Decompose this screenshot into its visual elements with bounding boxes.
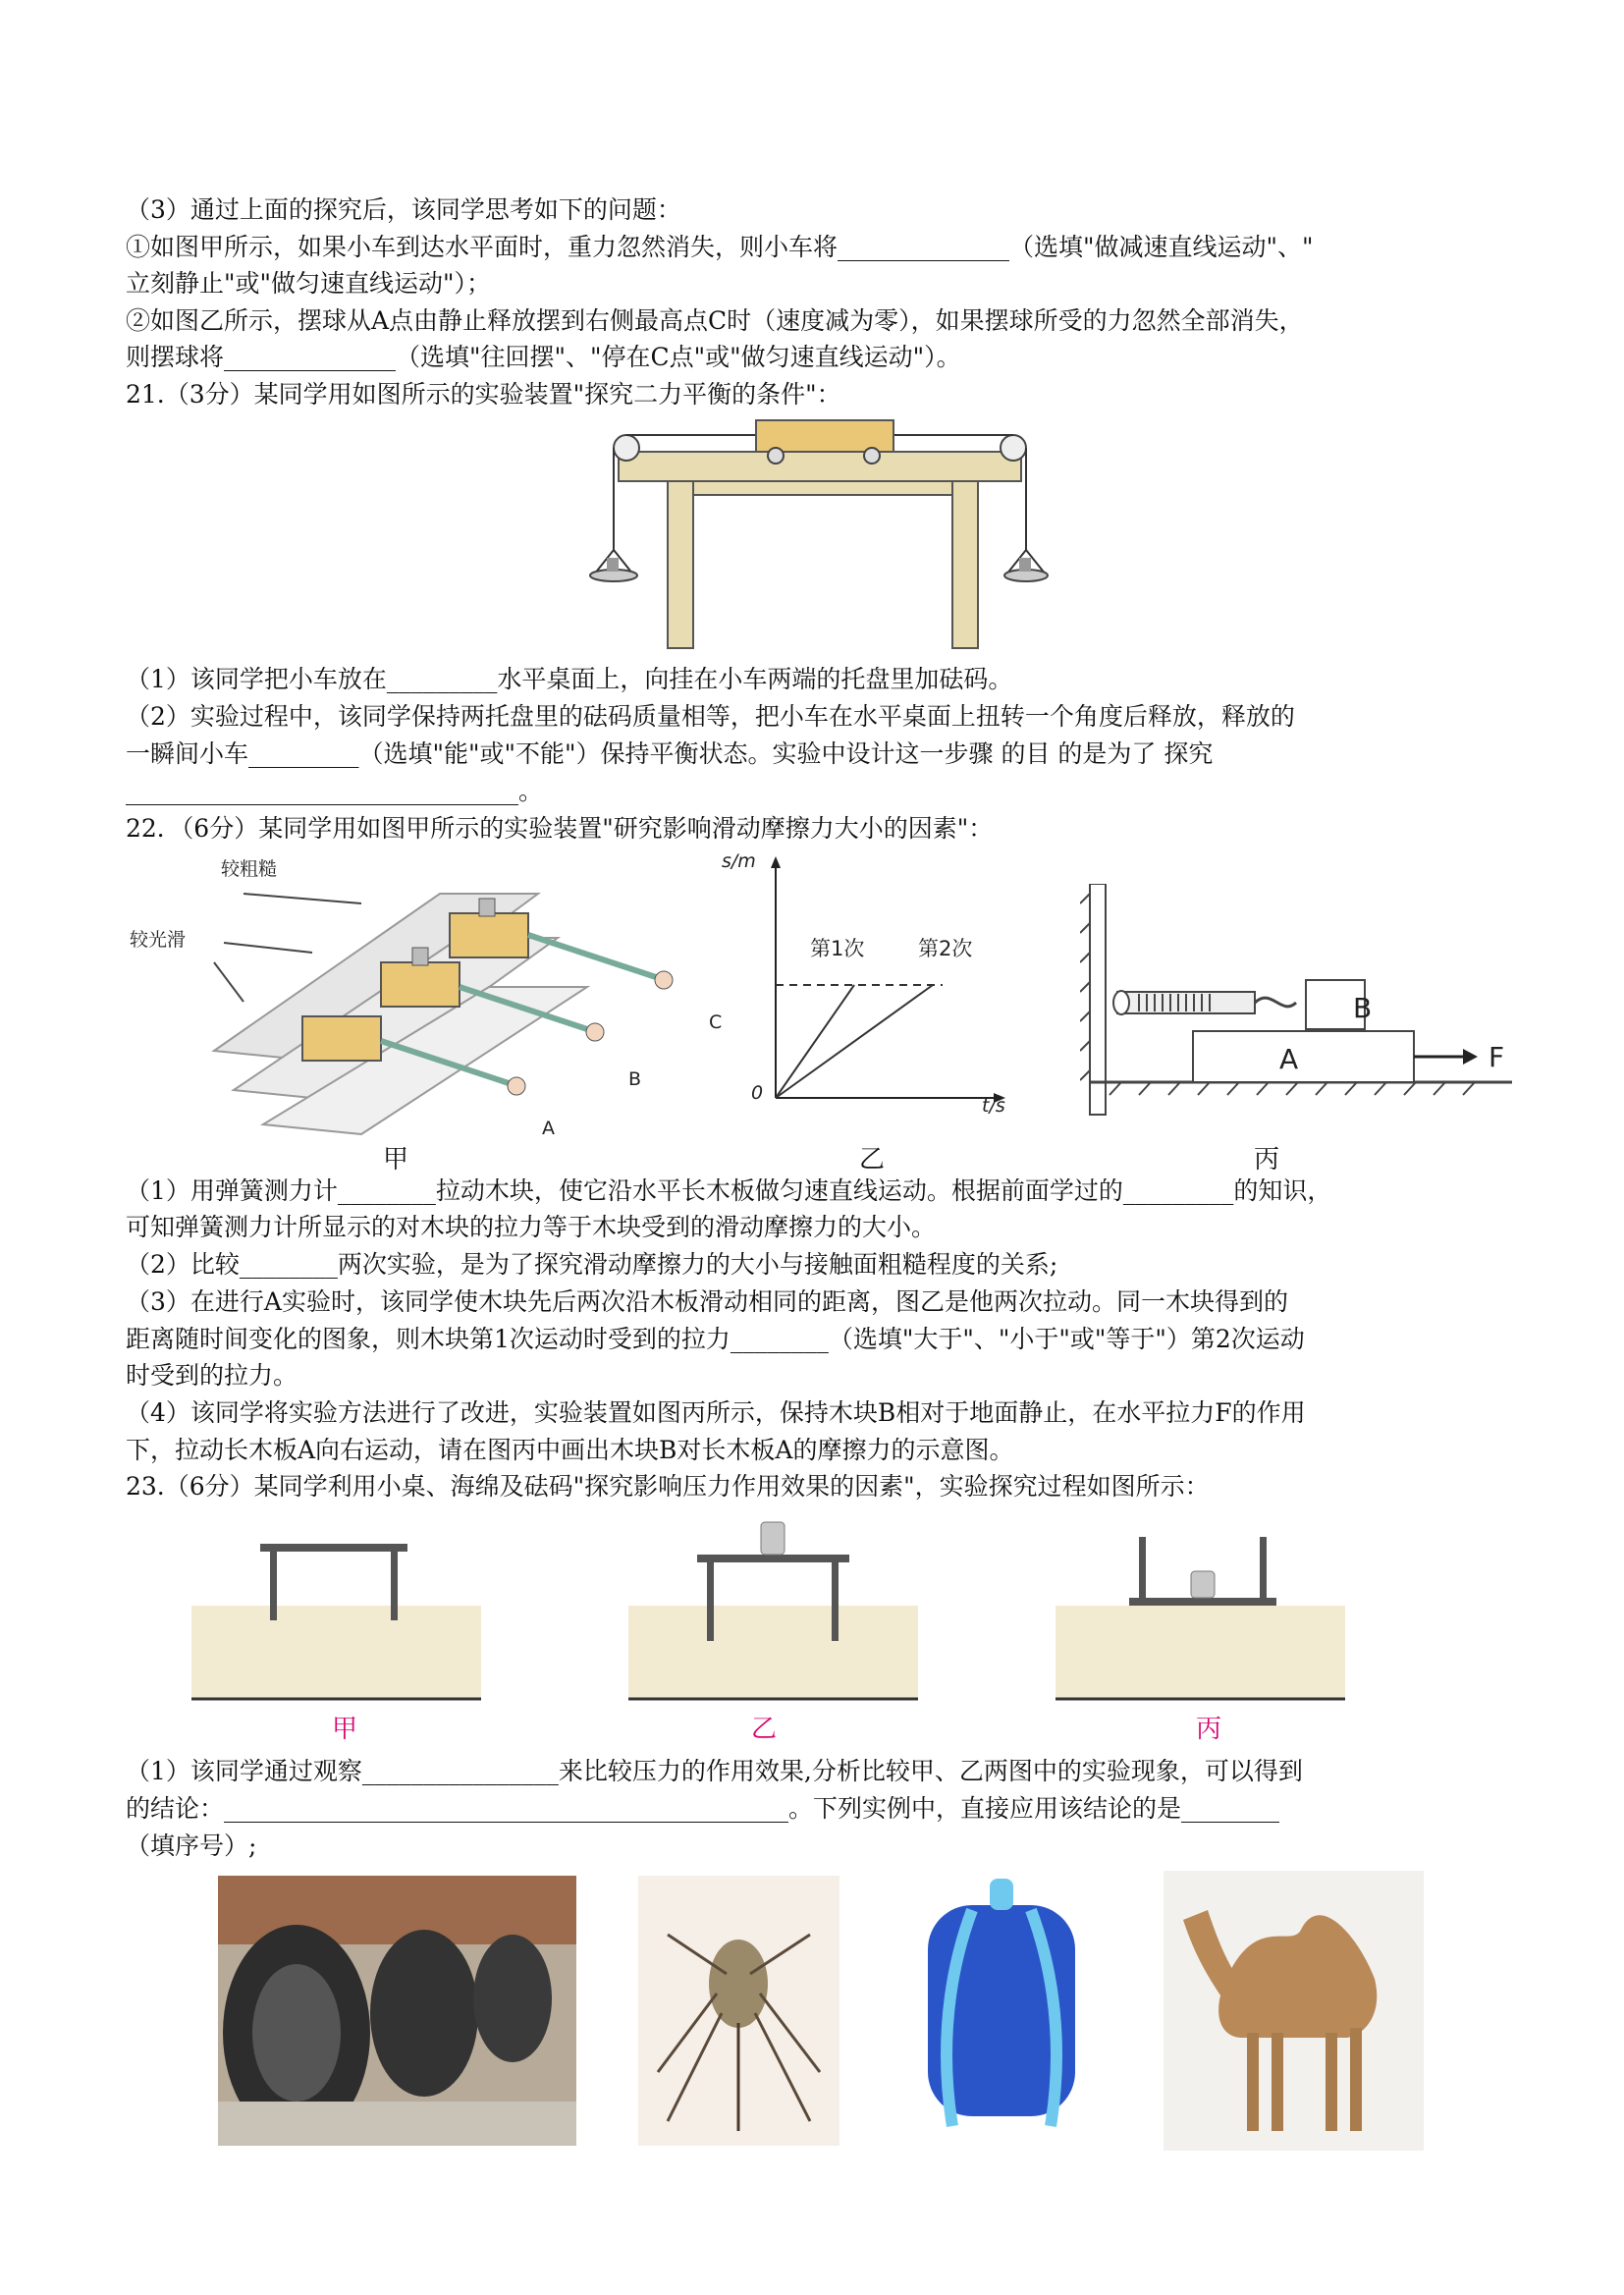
photo-truck-tires bbox=[218, 1876, 576, 2146]
q20-3-item2-line2: 则摆球将______________（选填"往回摆"、"停在C点"或"做匀速直线运动"）。 bbox=[126, 343, 961, 371]
q23-caption-yi: 乙 bbox=[751, 1715, 778, 1744]
q23-caption-jia: 甲 bbox=[332, 1715, 358, 1744]
q22-figure-jia bbox=[126, 854, 734, 1149]
label-a: A bbox=[542, 1118, 555, 1139]
axis-x-label: t/s bbox=[982, 1095, 1005, 1117]
q20-3-item1-line1: ①如图甲所示，如果小车到达水平面时，重力忽然消失，则小车将______________（选填"做减速直线运动"、" bbox=[126, 233, 1314, 261]
q22-part3-line3: 时受到的拉力。 bbox=[126, 1361, 298, 1390]
caption-jia: 甲 bbox=[383, 1145, 409, 1175]
q22-part4-line2: 下，拉动长木板A向右运动，请在图丙中画出木块B对长木板A的摩擦力的示意图。 bbox=[126, 1436, 1014, 1464]
line-run1 bbox=[776, 985, 854, 1098]
q22-figure-bing bbox=[1080, 884, 1522, 1120]
label-force-f: F bbox=[1489, 1041, 1505, 1073]
q22-part1-line1: （1）用弹簧测力计________拉动木块，使它沿水平长木板做匀速直线运动。根据前面学过的_________的知识， bbox=[126, 1176, 1332, 1205]
q21-part2-line3: ________________________________。 bbox=[126, 777, 544, 805]
q23-part1-line3: （填序号）; bbox=[126, 1831, 257, 1860]
caption-yi: 乙 bbox=[859, 1145, 886, 1175]
block-a bbox=[302, 1016, 381, 1061]
table-top bbox=[619, 452, 1021, 481]
caption-bing: 丙 bbox=[1254, 1145, 1280, 1175]
label-c: C bbox=[709, 1011, 723, 1033]
label-rough: 较粗糙 bbox=[221, 858, 278, 880]
q20-3-intro: （3）通过上面的探究后，该同学思考如下的问题： bbox=[126, 195, 681, 224]
q20-3-item2-line1: ②如图乙所示，摆球从A点由静止释放摆到右侧最高点C时（速度减为零），如果摆球所受的力忽然全部消失， bbox=[126, 306, 1304, 335]
photo-mosquito bbox=[638, 1876, 839, 2146]
q21-figure bbox=[579, 412, 1051, 658]
label-b: B bbox=[628, 1068, 642, 1090]
q22-part2: （2）比较________两次实验，是为了探究滑动摩擦力的大小与接触面粗糙程度的关系; bbox=[126, 1250, 1058, 1279]
q22-title: 22．（6分）某同学用如图甲所示的实验装置"研究影响滑动摩擦力大小的因素"： bbox=[126, 814, 994, 843]
label-board-a: A bbox=[1279, 1043, 1299, 1075]
board-a bbox=[1193, 1031, 1414, 1082]
q21-part2-line2: 一瞬间小车_________（选填"能"或"不能"）保持平衡状态。实验中设计这一步骤 的目 的是为了 探究 bbox=[126, 739, 1214, 768]
q22-part1-line2: 可知弹簧测力计所显示的对木块的拉力等于木块受到的滑动摩擦力的大小。 bbox=[126, 1213, 937, 1241]
label-smooth: 较光滑 bbox=[130, 929, 187, 951]
table-leg-right bbox=[952, 481, 978, 648]
axis-y-label: s/m bbox=[722, 850, 756, 872]
q21-part2-line1: （2）实验过程中，该同学保持两托盘里的砝码质量相等，把小车在水平桌面上扭转一个角度后释放，释放的 bbox=[126, 702, 1295, 731]
q20-3-item1-line2: 立刻静止"或"做匀速直线运动"）； bbox=[126, 269, 491, 298]
legend-run2: 第2次 bbox=[918, 937, 973, 960]
q22-figure-yi bbox=[746, 852, 1011, 1108]
pulley-left bbox=[614, 435, 639, 461]
q21-title: 21.（3分）某同学用如图所示的实验装置"探究二力平衡的条件"： bbox=[126, 380, 841, 409]
pulley-right bbox=[1001, 435, 1026, 461]
q23-part1-line1: （1）该同学通过观察________________来比较压力的作用效果,分析比较甲、乙两图中的实验现象，可以得到 bbox=[126, 1757, 1303, 1785]
legend-run1: 第1次 bbox=[810, 937, 865, 960]
q23-figure-jia bbox=[191, 1532, 486, 1709]
photo-camel bbox=[1164, 1871, 1424, 2151]
line-run2 bbox=[776, 985, 933, 1098]
table-leg-left bbox=[668, 481, 693, 648]
q23-figure-bing bbox=[1056, 1527, 1350, 1709]
axis-origin: 0 bbox=[751, 1082, 764, 1104]
block-c bbox=[450, 913, 528, 957]
block-b bbox=[381, 962, 460, 1007]
q22-part3-line2: 距离随时间变化的图象，则木块第1次运动时受到的拉力________（选填"大于"、"小于"或"等于"）第2次运动 bbox=[126, 1325, 1305, 1353]
photo-backpack bbox=[903, 1871, 1100, 2151]
q22-part3-line1: （3）在进行A实验时，该同学使木块先后两次沿木板滑动相同的距离，图乙是他两次拉动。同一木块得到的 bbox=[126, 1287, 1288, 1316]
q23-title: 23.（6分）某同学利用小桌、海绵及砝码"探究影响压力作用效果的因素"，实验探究过程如图所示： bbox=[126, 1472, 1210, 1501]
q23-figure-yi bbox=[628, 1512, 923, 1709]
q21-part1: （1）该同学把小车放在_________水平桌面上，向挂在小车两端的托盘里加砝码。 bbox=[126, 665, 1013, 693]
q23-part1-line2: 的结论：______________________________________________。下列实例中，直接应用该结论的是________ bbox=[126, 1794, 1280, 1823]
q22-part4-line1: （4）该同学将实验方法进行了改进，实验装置如图丙所示，保持木块B相对于地面静止，在水平拉力F的作用 bbox=[126, 1398, 1306, 1427]
q23-caption-bing: 丙 bbox=[1196, 1715, 1222, 1744]
label-block-b: B bbox=[1353, 992, 1373, 1024]
